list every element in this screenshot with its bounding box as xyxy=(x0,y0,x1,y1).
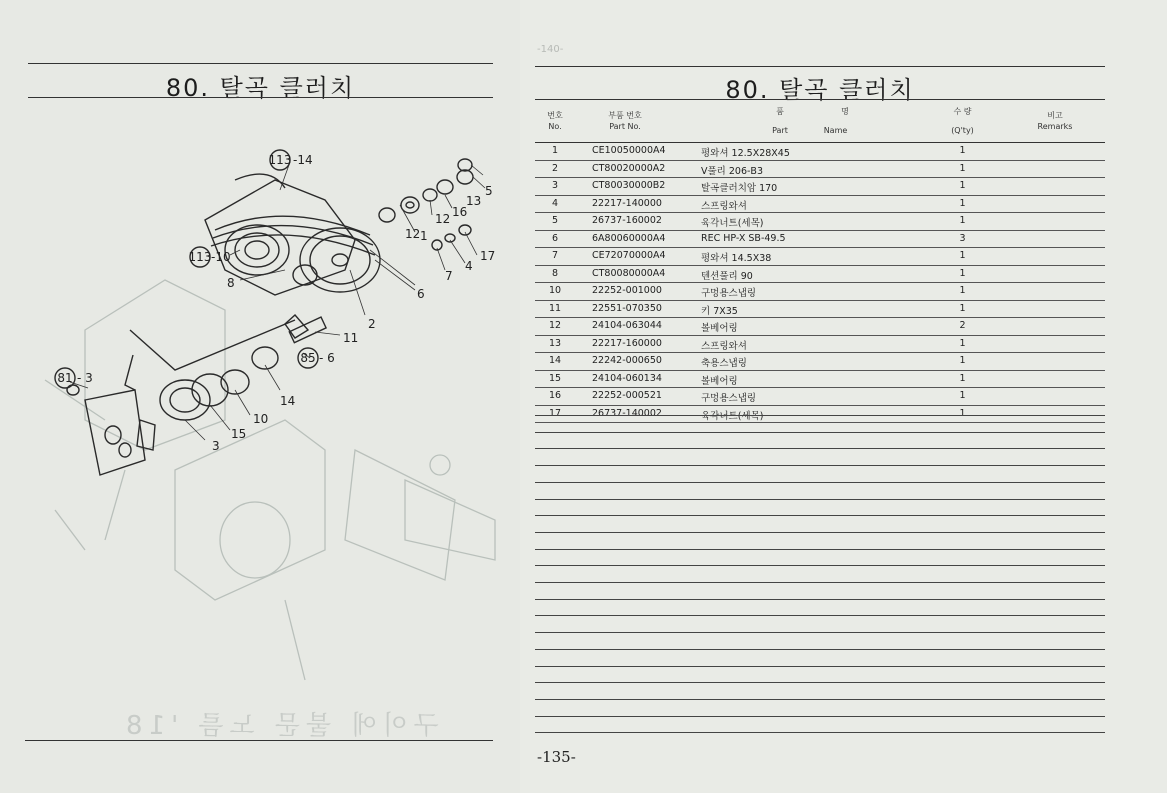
cell-qty: 1 xyxy=(959,302,966,314)
parts-table-header xyxy=(535,100,1105,142)
cell-name: 축용스냅링 xyxy=(701,358,747,369)
cell-name: REC HP-X SB-49.5 xyxy=(701,232,786,244)
svg-text:4: 4 xyxy=(465,259,473,273)
empty-row-rule xyxy=(535,499,1105,500)
cell-part-no: CE10050000A4 xyxy=(592,145,666,156)
cell-no: 5 xyxy=(551,215,559,226)
cell-name: 평와셔 12.5X28X45 xyxy=(701,148,790,159)
svg-text:14: 14 xyxy=(280,394,296,408)
cell-qty: 1 xyxy=(959,162,966,174)
empty-row-rule xyxy=(535,448,1105,449)
cell-qty: 1 xyxy=(959,407,966,419)
header-part-ko: 부품 번호 xyxy=(608,111,642,120)
cell-name: 볼베어링 xyxy=(701,375,738,387)
cell-no: 1 xyxy=(551,145,559,156)
header-no-en: No. xyxy=(548,122,562,131)
cell-no: 17 xyxy=(548,407,562,419)
cell-qty: 1 xyxy=(959,180,966,191)
svg-text:15: 15 xyxy=(231,427,247,441)
header-no-ko: 번호 xyxy=(547,111,563,120)
cell-part-no: CT80020000A2 xyxy=(592,162,666,174)
cell-qty: 1 xyxy=(959,285,966,296)
header-name-ko-2: 명 xyxy=(841,107,849,116)
table-row xyxy=(535,231,1105,249)
svg-text:12: 12 xyxy=(435,212,451,226)
cell-qty: 3 xyxy=(959,232,966,244)
empty-row-rule xyxy=(535,732,1105,733)
exploded-parts-diagram xyxy=(25,120,505,700)
cell-part-no: 26737-140002 xyxy=(592,407,662,419)
svg-text:5: 5 xyxy=(485,184,493,198)
table-row xyxy=(535,178,1105,196)
v-pulley-assembly xyxy=(211,216,380,292)
cell-no: 15 xyxy=(548,372,562,384)
svg-text:11: 11 xyxy=(343,331,359,345)
svg-text:3: 3 xyxy=(212,439,220,453)
cell-name: 키 7X35 xyxy=(701,305,738,317)
cell-part-no: CE72070000A4 xyxy=(592,250,666,261)
cell-part-no: 22217-140000 xyxy=(592,197,662,209)
svg-text:7: 7 xyxy=(445,269,453,283)
cell-name: 평와셔 14.5X38 xyxy=(701,253,772,264)
empty-row-rule xyxy=(535,415,1105,416)
cell-qty: 1 xyxy=(959,372,966,384)
table-row xyxy=(535,318,1105,336)
table-row xyxy=(535,388,1105,406)
empty-row-rule xyxy=(535,565,1105,566)
empty-row-rule xyxy=(535,432,1105,433)
cell-no: 14 xyxy=(548,355,562,366)
header-part-en: Part No. xyxy=(609,122,641,131)
cell-part-no: 22217-160000 xyxy=(592,337,662,349)
cell-name: 구멍용스냅링 xyxy=(701,393,757,404)
svg-text:2: 2 xyxy=(368,317,376,331)
svg-text:13: 13 xyxy=(466,194,482,208)
page-number: -135- xyxy=(537,748,576,766)
svg-text:6: 6 xyxy=(417,287,425,301)
empty-row-rule xyxy=(535,465,1105,466)
cell-qty: 1 xyxy=(959,267,966,279)
empty-row-rule xyxy=(535,666,1105,667)
cell-name: 육각너트(세목) xyxy=(701,218,764,229)
cell-part-no: CT80030000B2 xyxy=(592,180,666,191)
svg-text:- 3: - 3 xyxy=(77,371,93,385)
header-remarks-ko: 비고 xyxy=(1047,111,1063,120)
svg-text:113: 113 xyxy=(188,250,212,264)
cell-qty: 1 xyxy=(959,337,966,349)
cell-no: 12 xyxy=(548,320,562,331)
svg-text:1: 1 xyxy=(420,229,428,243)
cell-name: 구멍용스냅링 xyxy=(701,288,757,299)
cell-no: 16 xyxy=(548,390,562,401)
cell-part-no: 22242-000650 xyxy=(592,355,662,366)
cell-name: V풀리 206-B3 xyxy=(701,165,763,177)
cell-no: 7 xyxy=(551,250,559,261)
empty-row-rule xyxy=(535,682,1105,683)
cell-name: 탈곡클러치암 170 xyxy=(701,183,778,194)
cell-no: 4 xyxy=(551,197,559,209)
cell-no: 11 xyxy=(548,302,562,314)
cell-part-no: 6A80060000A4 xyxy=(592,232,666,244)
svg-text:85: 85 xyxy=(300,351,316,365)
cell-no: 6 xyxy=(551,232,559,244)
table-row xyxy=(535,301,1105,319)
empty-row-rule xyxy=(535,582,1105,583)
svg-text:- 6: - 6 xyxy=(319,351,335,365)
empty-row-rule xyxy=(535,532,1105,533)
svg-text:113: 113 xyxy=(268,153,292,167)
svg-text:-14: -14 xyxy=(293,153,313,167)
header-name-en-2: Name xyxy=(823,126,848,135)
callout-113-belt xyxy=(189,247,231,267)
header-name-en-1: Part xyxy=(772,126,788,135)
cell-part-no: 24104-060134 xyxy=(592,372,662,384)
cell-part-no: 22551-070350 xyxy=(592,302,662,314)
ghost-background-drawing xyxy=(45,280,495,680)
cell-part-no: CT80080000A4 xyxy=(592,267,666,279)
cell-part-no: 22252-001000 xyxy=(592,285,662,296)
left-page-title: 80. 탈곡 클러치 xyxy=(165,74,356,102)
callout-113-cover xyxy=(269,150,313,170)
table-row xyxy=(535,266,1105,284)
right-page-title: 80. 탈곡 클러치 xyxy=(725,76,915,104)
svg-text:12: 12 xyxy=(405,227,421,241)
empty-row-rule xyxy=(535,649,1105,650)
table-row xyxy=(535,248,1105,266)
cell-name: 스프링와셔 xyxy=(701,200,747,212)
table-row xyxy=(535,161,1105,179)
left-page xyxy=(0,0,520,793)
svg-text:8: 8 xyxy=(227,276,235,290)
cell-qty: 1 xyxy=(959,390,966,401)
bleed-through-text: 구이에 불문 노름 '18 xyxy=(120,711,439,741)
cell-part-no: 22252-000521 xyxy=(592,390,662,401)
callout-85 xyxy=(298,348,335,368)
empty-row-rule xyxy=(535,515,1105,516)
table-row xyxy=(535,353,1105,371)
empty-row-rule xyxy=(535,482,1105,483)
table-row xyxy=(535,283,1105,301)
cell-name: 볼베어링 xyxy=(701,323,738,334)
table-row xyxy=(535,213,1105,231)
svg-text:-10: -10 xyxy=(211,250,231,264)
empty-row-rule xyxy=(535,632,1105,633)
cell-qty: 1 xyxy=(959,197,966,209)
cell-qty: 1 xyxy=(959,355,966,366)
cell-no: 2 xyxy=(551,162,559,174)
cell-no: 10 xyxy=(548,285,562,296)
cell-no: 8 xyxy=(551,267,559,279)
cell-qty: 2 xyxy=(959,320,966,331)
header-qty-ko: 수 량 xyxy=(953,107,972,116)
cell-part-no: 26737-160002 xyxy=(592,215,662,226)
cell-no: 3 xyxy=(551,180,559,191)
table-row xyxy=(535,371,1105,389)
right-title-top-rule xyxy=(535,66,1105,67)
cell-name: 스프링와셔 xyxy=(701,340,747,352)
empty-row-rule xyxy=(535,599,1105,600)
title-top-rule xyxy=(28,63,493,64)
svg-text:17: 17 xyxy=(480,249,496,263)
empty-row-rule xyxy=(535,716,1105,717)
left-bottom-rule xyxy=(25,740,493,741)
table-row xyxy=(535,196,1105,214)
title-bottom-rule xyxy=(28,97,493,98)
table-row xyxy=(535,143,1105,161)
bleed-page-mark: -140- xyxy=(537,44,564,55)
empty-row-rule xyxy=(535,699,1105,700)
empty-row-rule xyxy=(535,549,1105,550)
svg-text:81: 81 xyxy=(57,371,73,385)
header-qty-en: (Q'ty) xyxy=(951,126,974,135)
table-row xyxy=(535,336,1105,354)
cell-name: 텐션풀리 90 xyxy=(701,270,753,282)
header-name-ko-1: 품 xyxy=(776,107,784,116)
cell-name: 육각너트(세목) xyxy=(701,410,764,422)
empty-row-rule xyxy=(535,615,1105,616)
svg-text:10: 10 xyxy=(253,412,269,426)
header-remarks-en: Remarks xyxy=(1037,122,1073,131)
cell-no: 13 xyxy=(548,337,562,349)
cell-qty: 1 xyxy=(959,145,966,156)
cell-qty: 1 xyxy=(959,215,966,226)
parts-table-body xyxy=(535,143,1105,423)
cell-qty: 1 xyxy=(959,250,966,261)
svg-text:16: 16 xyxy=(452,205,468,219)
cell-part-no: 24104-063044 xyxy=(592,320,662,331)
part-number-labels xyxy=(212,184,495,453)
